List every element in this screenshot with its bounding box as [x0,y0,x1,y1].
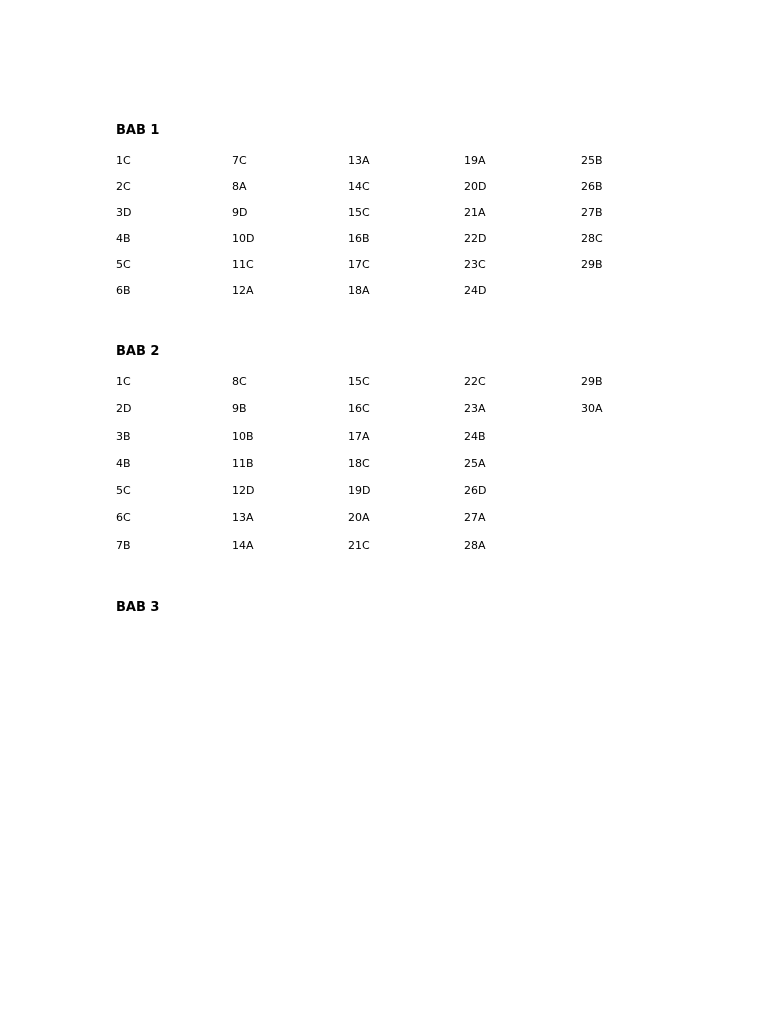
answer-cell: 15C [348,206,370,219]
answer-row [116,457,716,484]
answer-cell: 28A [464,538,486,552]
answer-cell: 8A [232,180,247,193]
answer-cell: 21C [348,538,370,552]
answer-cell: 23C [464,258,486,271]
answer-cell: 2C [116,180,131,193]
answer-cell: 12D [232,484,255,498]
answer-cell: 1C [116,375,131,388]
answer-cell: 19D [348,484,371,498]
answer-cell: 11C [232,258,254,271]
answer-cell: 9B [232,402,247,416]
answer-cell: 5C [116,258,131,271]
answer-cell: 21A [464,206,486,219]
answer-row [116,484,716,511]
answer-cell: 27B [581,206,603,219]
answer-cell: 2D [116,402,132,416]
answer-row [116,539,716,566]
answer-cell: 10D [232,232,255,245]
answer-cell: 28C [581,232,603,245]
answer-cell: 3B [116,429,131,443]
answer-cell: 3D [116,206,132,219]
answer-cell: 23A [464,402,486,416]
answer-cell: 29B [581,258,603,271]
answer-key-grid-bab-2 [116,375,716,566]
answer-cell: 19A [464,154,486,167]
answer-cell: 16C [348,402,370,416]
answer-cell: 9D [232,206,248,219]
answer-cell: 8C [232,375,247,388]
answer-cell: 15C [348,375,370,388]
answer-cell: 29B [581,375,603,388]
answer-cell: 4B [116,456,131,470]
answer-cell: 27A [464,511,486,525]
answer-cell: 12A [232,284,254,297]
answer-cell: 22C [464,375,486,388]
answer-cell: 16B [348,232,370,245]
answer-cell: 4B [116,232,131,245]
answer-cell: 18A [348,284,370,297]
answer-cell: 13A [348,154,370,167]
answer-cell: 24B [464,429,486,443]
answer-cell: 5C [116,484,131,498]
answer-cell: 6B [116,284,131,297]
section-heading-bab-1: BAB 1 [116,123,160,138]
answer-cell: 13A [232,511,254,525]
answer-row [116,430,716,457]
answer-cell: 30A [581,402,603,416]
section-heading-bab-2: BAB 2 [116,344,160,359]
answer-cell: 17C [348,258,370,271]
answer-cell: 14A [232,538,254,552]
answer-row [116,154,716,180]
answer-cell: 20A [348,511,370,525]
answer-cell: 24D [464,284,487,297]
answer-cell: 25A [464,456,486,470]
answer-cell: 25B [581,154,603,167]
answer-cell: 18C [348,456,370,470]
answer-cell: 7C [232,154,247,167]
answer-cell: 20D [464,180,487,193]
answer-cell: 1C [116,154,131,167]
answer-row [116,402,716,429]
answer-cell: 10B [232,429,254,443]
answer-row [116,511,716,538]
answer-cell: 17A [348,429,370,443]
answer-cell: 14C [348,180,370,193]
answer-row [116,232,716,258]
answer-row [116,206,716,232]
answer-cell: 6C [116,511,131,525]
answer-row [116,258,716,284]
section-heading-bab-3: BAB 3 [116,600,160,615]
answer-key-grid-bab-1 [116,154,716,310]
answer-cell: 11B [232,456,254,470]
answer-cell: 7B [116,538,131,552]
answer-cell: 22D [464,232,487,245]
answer-row [116,180,716,206]
answer-row [116,284,716,310]
answer-cell: 26D [464,484,487,498]
answer-row [116,375,716,402]
answer-cell: 26B [581,180,603,193]
